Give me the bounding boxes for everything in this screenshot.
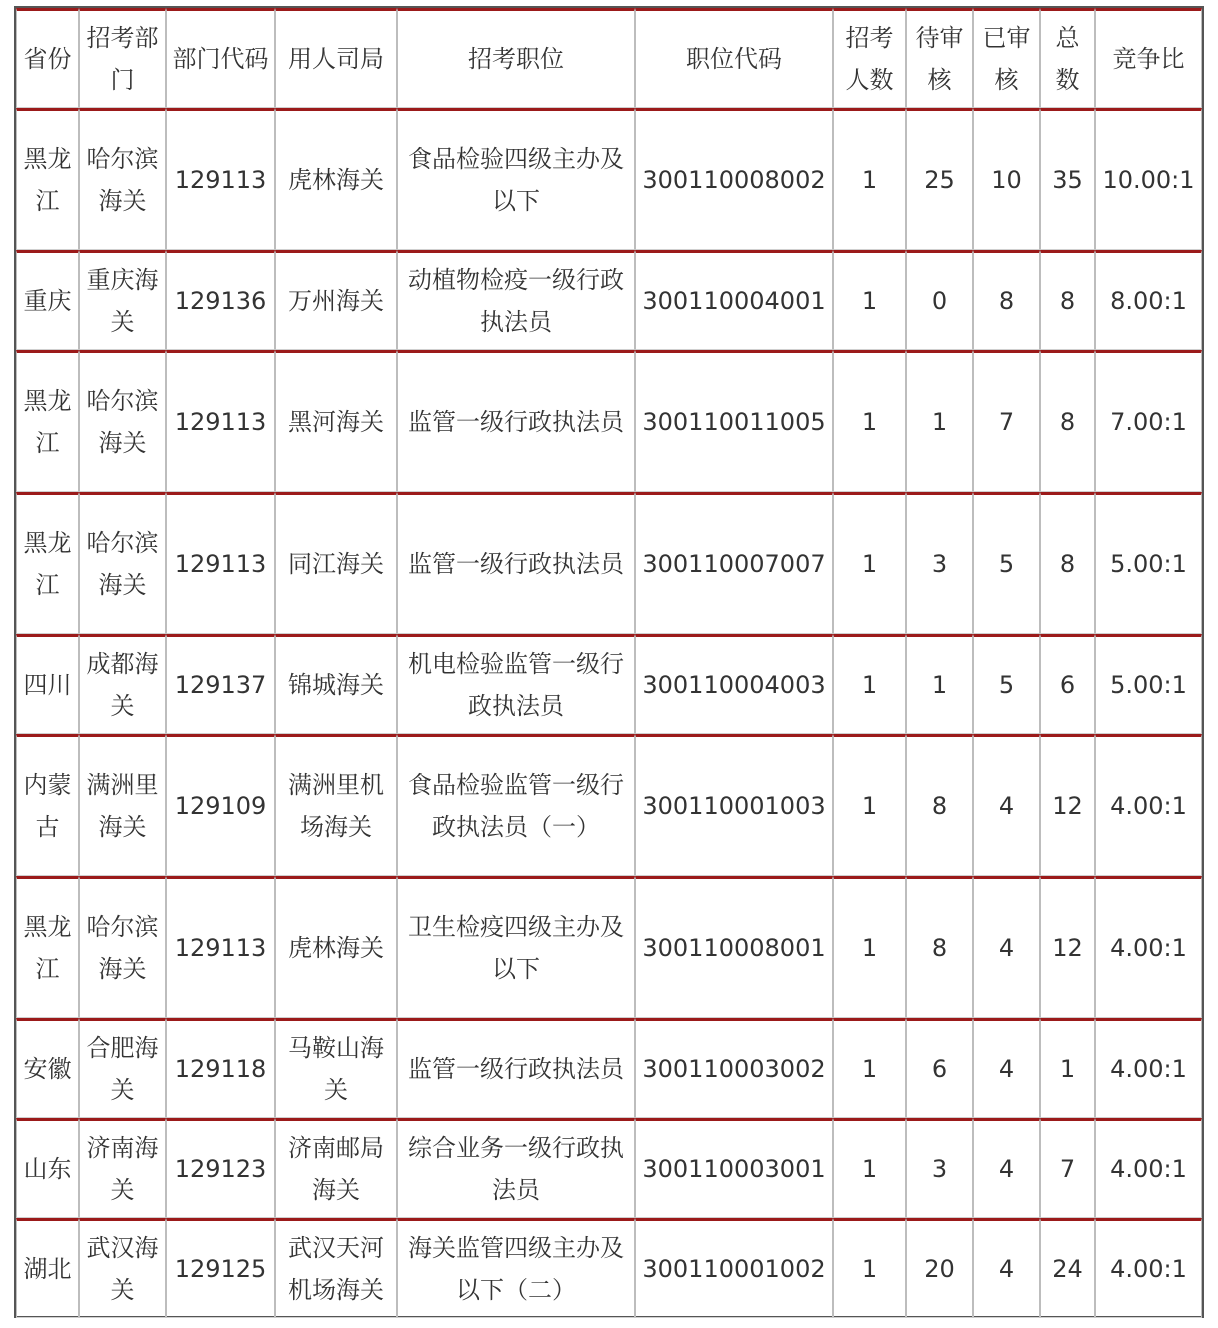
cell-position-code: 300110008001 xyxy=(635,876,833,1018)
cell-hiring-count: 1 xyxy=(833,1218,906,1318)
cell-pending: 3 xyxy=(906,492,973,634)
cell-province: 山东 xyxy=(16,1118,79,1218)
cell-bureau: 虎林海关 xyxy=(275,108,397,250)
table-row xyxy=(16,492,1202,634)
cell-total: 8 xyxy=(1040,350,1095,492)
cell-province: 黑龙江 xyxy=(16,876,79,1018)
cell-province: 四川 xyxy=(16,634,79,734)
cell-province: 安徽 xyxy=(16,1018,79,1118)
cell-department-code: 129125 xyxy=(166,1218,275,1318)
cell-approved: 5 xyxy=(973,634,1040,734)
cell-hiring-count: 1 xyxy=(833,876,906,1018)
cell-position: 监管一级行政执法员 xyxy=(397,350,635,492)
cell-pending: 1 xyxy=(906,350,973,492)
cell-approved: 4 xyxy=(973,1218,1040,1318)
cell-approved: 7 xyxy=(973,350,1040,492)
cell-department-code: 129137 xyxy=(166,634,275,734)
cell-ratio: 4.00:1 xyxy=(1095,734,1202,876)
header-total: 总数 xyxy=(1040,8,1095,108)
cell-position-code: 300110004003 xyxy=(635,634,833,734)
recruitment-table xyxy=(16,8,1202,1318)
cell-total: 8 xyxy=(1040,492,1095,634)
cell-position-code: 300110011005 xyxy=(635,350,833,492)
cell-position: 监管一级行政执法员 xyxy=(397,492,635,634)
cell-province: 湖北 xyxy=(16,1218,79,1318)
cell-province: 内蒙古 xyxy=(16,734,79,876)
cell-department: 合肥海关 xyxy=(79,1018,166,1118)
cell-hiring-count: 1 xyxy=(833,108,906,250)
cell-pending: 0 xyxy=(906,250,973,350)
cell-ratio: 5.00:1 xyxy=(1095,492,1202,634)
header-hiring-count: 招考人数 xyxy=(833,8,906,108)
cell-department-code: 129113 xyxy=(166,350,275,492)
cell-pending: 3 xyxy=(906,1118,973,1218)
cell-ratio: 7.00:1 xyxy=(1095,350,1202,492)
cell-department-code: 129113 xyxy=(166,492,275,634)
cell-position: 监管一级行政执法员 xyxy=(397,1018,635,1118)
cell-total: 7 xyxy=(1040,1118,1095,1218)
cell-department: 哈尔滨海关 xyxy=(79,108,166,250)
cell-approved: 4 xyxy=(973,1118,1040,1218)
cell-pending: 8 xyxy=(906,734,973,876)
cell-department: 哈尔滨海关 xyxy=(79,350,166,492)
cell-bureau: 马鞍山海关 xyxy=(275,1018,397,1118)
cell-bureau: 锦城海关 xyxy=(275,634,397,734)
cell-ratio: 4.00:1 xyxy=(1095,1018,1202,1118)
cell-department-code: 129113 xyxy=(166,108,275,250)
cell-ratio: 10.00:1 xyxy=(1095,108,1202,250)
cell-hiring-count: 1 xyxy=(833,734,906,876)
cell-total: 6 xyxy=(1040,634,1095,734)
cell-pending: 1 xyxy=(906,634,973,734)
cell-department-code: 129123 xyxy=(166,1118,275,1218)
header-approved: 已审核 xyxy=(973,8,1040,108)
cell-department-code: 129109 xyxy=(166,734,275,876)
cell-ratio: 8.00:1 xyxy=(1095,250,1202,350)
table-row xyxy=(16,1018,1202,1118)
cell-position-code: 300110001002 xyxy=(635,1218,833,1318)
cell-position: 动植物检疫一级行政执法员 xyxy=(397,250,635,350)
cell-department: 哈尔滨海关 xyxy=(79,876,166,1018)
cell-approved: 5 xyxy=(973,492,1040,634)
header-department-code: 部门代码 xyxy=(166,8,275,108)
cell-province: 重庆 xyxy=(16,250,79,350)
cell-pending: 20 xyxy=(906,1218,973,1318)
cell-bureau: 黑河海关 xyxy=(275,350,397,492)
header-province: 省份 xyxy=(16,8,79,108)
cell-position-code: 300110008002 xyxy=(635,108,833,250)
cell-bureau: 万州海关 xyxy=(275,250,397,350)
cell-ratio: 4.00:1 xyxy=(1095,1118,1202,1218)
cell-department-code: 129118 xyxy=(166,1018,275,1118)
cell-position: 食品检验四级主办及以下 xyxy=(397,108,635,250)
header-position-code: 职位代码 xyxy=(635,8,833,108)
cell-approved: 10 xyxy=(973,108,1040,250)
cell-bureau: 同江海关 xyxy=(275,492,397,634)
cell-bureau: 满洲里机场海关 xyxy=(275,734,397,876)
table-row xyxy=(16,108,1202,250)
cell-department-code: 129136 xyxy=(166,250,275,350)
cell-total: 12 xyxy=(1040,876,1095,1018)
cell-department: 成都海关 xyxy=(79,634,166,734)
cell-hiring-count: 1 xyxy=(833,250,906,350)
recruitment-table-container xyxy=(14,6,1204,1318)
cell-total: 1 xyxy=(1040,1018,1095,1118)
header-bureau: 用人司局 xyxy=(275,8,397,108)
cell-position-code: 300110007007 xyxy=(635,492,833,634)
cell-department: 哈尔滨海关 xyxy=(79,492,166,634)
table-row xyxy=(16,734,1202,876)
header-position: 招考职位 xyxy=(397,8,635,108)
cell-position-code: 300110004001 xyxy=(635,250,833,350)
cell-ratio: 4.00:1 xyxy=(1095,1218,1202,1318)
cell-department: 重庆海关 xyxy=(79,250,166,350)
cell-department: 武汉海关 xyxy=(79,1218,166,1318)
table-row xyxy=(16,634,1202,734)
cell-total: 24 xyxy=(1040,1218,1095,1318)
table-header-row xyxy=(16,8,1202,108)
table-row xyxy=(16,1118,1202,1218)
table-row xyxy=(16,1218,1202,1318)
table-row xyxy=(16,350,1202,492)
cell-bureau: 济南邮局海关 xyxy=(275,1118,397,1218)
cell-approved: 8 xyxy=(973,250,1040,350)
cell-position: 卫生检疫四级主办及以下 xyxy=(397,876,635,1018)
cell-position: 机电检验监管一级行政执法员 xyxy=(397,634,635,734)
cell-bureau: 武汉天河机场海关 xyxy=(275,1218,397,1318)
cell-province: 黑龙江 xyxy=(16,108,79,250)
cell-approved: 4 xyxy=(973,876,1040,1018)
cell-hiring-count: 1 xyxy=(833,350,906,492)
header-ratio: 竞争比 xyxy=(1095,8,1202,108)
cell-department-code: 129113 xyxy=(166,876,275,1018)
cell-position: 综合业务一级行政执法员 xyxy=(397,1118,635,1218)
table-row xyxy=(16,250,1202,350)
cell-position-code: 300110003001 xyxy=(635,1118,833,1218)
cell-pending: 25 xyxy=(906,108,973,250)
cell-position-code: 300110003002 xyxy=(635,1018,833,1118)
cell-hiring-count: 1 xyxy=(833,1018,906,1118)
cell-approved: 4 xyxy=(973,734,1040,876)
cell-ratio: 5.00:1 xyxy=(1095,634,1202,734)
cell-hiring-count: 1 xyxy=(833,1118,906,1218)
cell-approved: 4 xyxy=(973,1018,1040,1118)
cell-province: 黑龙江 xyxy=(16,350,79,492)
cell-position-code: 300110001003 xyxy=(635,734,833,876)
cell-hiring-count: 1 xyxy=(833,492,906,634)
cell-position: 食品检验监管一级行政执法员（一） xyxy=(397,734,635,876)
header-pending: 待审核 xyxy=(906,8,973,108)
cell-total: 8 xyxy=(1040,250,1095,350)
cell-pending: 6 xyxy=(906,1018,973,1118)
cell-total: 35 xyxy=(1040,108,1095,250)
cell-department: 满洲里海关 xyxy=(79,734,166,876)
header-department: 招考部门 xyxy=(79,8,166,108)
cell-ratio: 4.00:1 xyxy=(1095,876,1202,1018)
table-row xyxy=(16,876,1202,1018)
cell-position: 海关监管四级主办及以下（二） xyxy=(397,1218,635,1318)
cell-province: 黑龙江 xyxy=(16,492,79,634)
cell-total: 12 xyxy=(1040,734,1095,876)
cell-hiring-count: 1 xyxy=(833,634,906,734)
cell-department: 济南海关 xyxy=(79,1118,166,1218)
cell-pending: 8 xyxy=(906,876,973,1018)
cell-bureau: 虎林海关 xyxy=(275,876,397,1018)
